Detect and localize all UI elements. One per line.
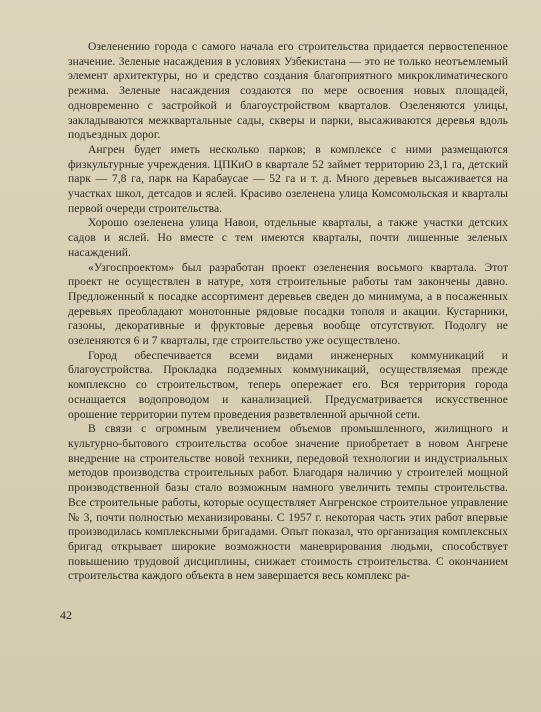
paragraph-engineering: Город обеспечивается всеми видами инженерных коммуникаций и благоустройства. Прокладка подземных коммуникаций, осуществляемая прежде комплексно со строительством, теперь опережает его. Вся территория города оснащается водопроводом и канализацией. Предусматривается искусственное орошение территории путем проведения разветвленной арычной сети. bbox=[68, 348, 508, 421]
paragraph-navoi-street: Хорошо озеленена улица Навои, отдельные кварталы, а также участки детских садов и яслей. Но вместе с тем имеются кварталы, почти лишенные зеленых насаждений. bbox=[68, 216, 508, 259]
paragraph-uzgosproekt: «Узгоспроектом» был разработан проект озеленения восьмого квартала. Этот проект не осуществлен в натуре, хотя строительные работы там закончены давно. Предложенный к посадке ассортимент деревьев сведен до минимума, а в посаженных деревьях преобладают монотонные рядовые посадки тополя и акации. Кустарники, газоны, декоративные и фруктовые деревья вообще отсутствуют. Подолгу не озеленяются 6 и 7 кварталы, где строительство уже осуществлено. bbox=[68, 260, 508, 348]
body-text bbox=[68, 40, 508, 584]
paragraph-greening: Озеленению города с самого начала его строительства придается первостепенное значение. Зеленые насаждения в условиях Узбекистана — это не только неотъемлемый элемент архитектуры, но и средство создания благоприятного микроклиматического режима. Зеленые насаждения создаются по мере освоения новых площадей, одновременно с застройкой и благоустройством кварталов. Озеленяются улицы, закладываются межквартальные сады, скверы и парки, высаживаются деревья вдоль подъездных дорог. bbox=[68, 40, 508, 142]
paragraph-parks: Ангрен будет иметь несколько парков; в комплексе с ними размещаются физкультурные учреждения. ЦПКиО в квартале 52 займет территорию 23,1 га, детский парк — 7,8 га, парк на Карабаусае — 52 га и т. д. Много деревьев высаживается на участках школ, детсадов и яслей. Красиво озеленена улица Комсомольская и кварталы первой очереди строительства. bbox=[68, 142, 508, 215]
paragraph-construction: В связи с огромным увеличением объемов промышленного, жилищного и культурно-бытового строительства особое значение приобретает в новом Ангрене внедрение на строительстве новой техники, передовой технологии и индустриальных методов производства строительных работ. Благодаря наличию у строителей мощной производственной базы стало возможным намного увеличить темпы строительства. Все строительные работы, которые осуществляет Ангренское строительное управление № 3, почти полностью механизированы. С 1957 г. некоторая часть этих работ впервые производилась комплексными бригадами. Опыт показал, что организация комплексных бригад открывает широкие возможности маневрирования людьми, способствует повышению трудовой дисциплины, снижает стоимость строительства. С окончанием строительства каждого объекта в нем завершается весь комплекс ра- bbox=[68, 422, 508, 583]
page-number: 42 bbox=[60, 608, 72, 622]
